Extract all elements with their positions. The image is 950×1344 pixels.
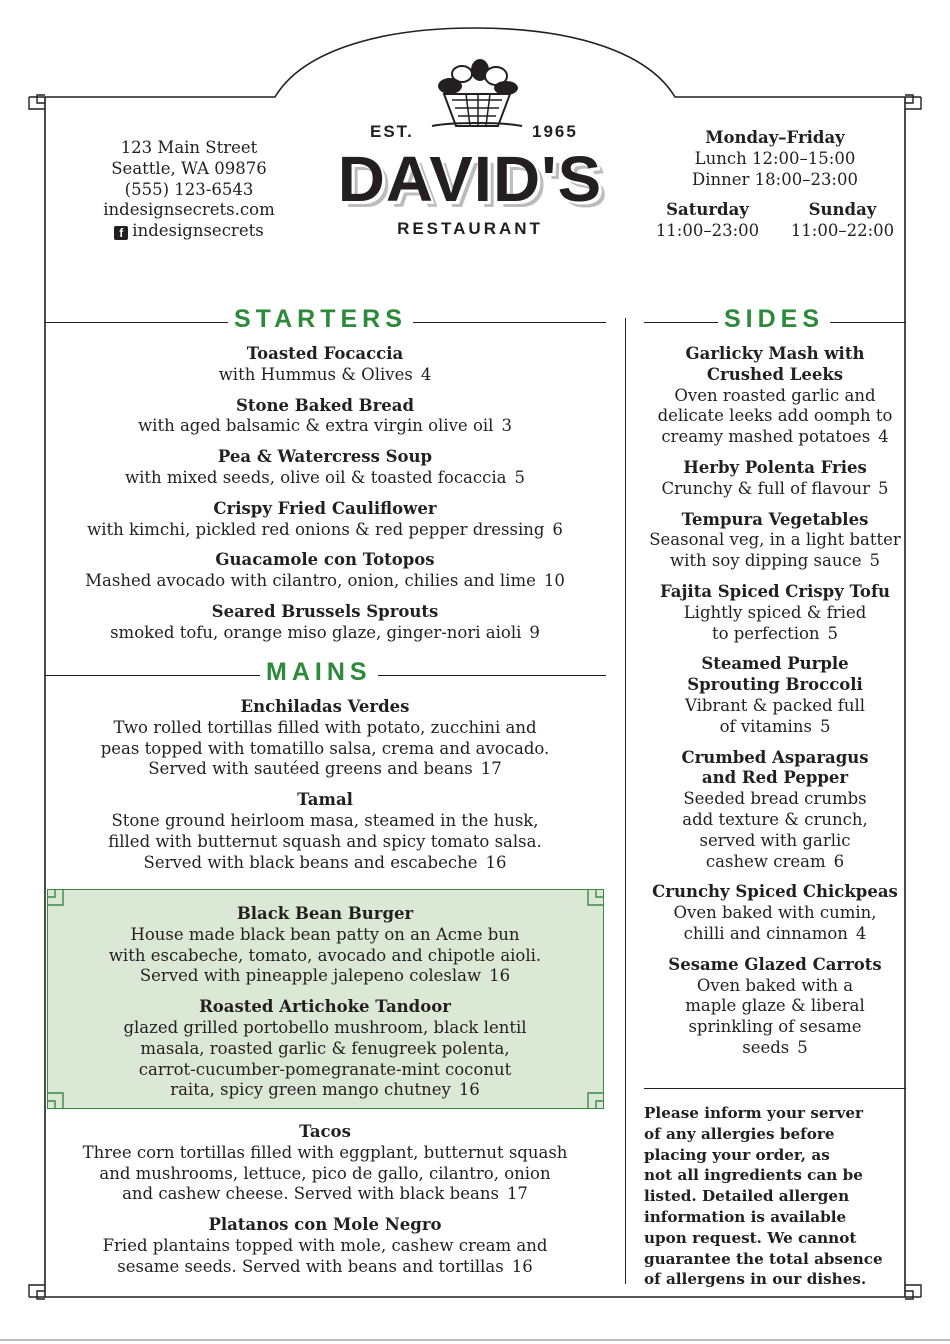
item-desc-line: with soy dipping sauce — [670, 551, 862, 571]
item-name: Herby Polenta Fries — [683, 457, 867, 477]
more-mains-list — [44, 1122, 606, 1288]
item-desc-line: filled with butternut squash and spicy tomato salsa. — [108, 831, 542, 851]
column-divider — [625, 318, 626, 1284]
allergy-line: placing your order, as — [644, 1145, 830, 1164]
item-desc-line: Served with pineapple jalepeno coleslaw — [139, 966, 482, 986]
item-desc-line: Oven baked with cumin, — [673, 903, 877, 923]
item-desc-line: and mushrooms, lettuce, pico de gallo, cilantro, onion — [99, 1163, 551, 1183]
item-name: Enchiladas Verdes — [240, 697, 410, 716]
item-desc-line: glazed grilled portobello mushroom, black lentil — [123, 1017, 527, 1037]
item-desc-line: raita, spicy green mango chutney — [170, 1080, 451, 1100]
list-item — [644, 882, 906, 944]
item-price: 16 — [458, 1080, 480, 1100]
item-desc-line: chilli and cinnamon — [683, 923, 848, 943]
sides-heading: SIDES — [718, 305, 830, 334]
allergy-line: of allergens in our dishes. — [644, 1270, 867, 1289]
item-name: Tamal — [297, 790, 353, 810]
item-name: Roasted Artichoke Tandoor — [199, 997, 451, 1017]
item-desc-line: with escabeche, tomato, avocado and chipotle aioli. — [108, 945, 542, 965]
item-name: Fajita Spiced Crispy Tofu — [659, 581, 891, 601]
item-name: Toasted Focaccia — [246, 344, 404, 363]
item-desc-line: House made black bean patty on an Acme bun — [130, 924, 520, 944]
restaurant-subtitle: RESTAURANT — [397, 219, 543, 238]
featured-mains-list — [44, 904, 606, 1111]
item-name: Sprouting Broccoli — [687, 675, 863, 695]
item-name: Crumbed Asparagus — [681, 747, 869, 767]
item-name: Black Bean Burger — [236, 904, 414, 923]
allergy-line: Please inform your server — [644, 1104, 864, 1122]
weekday-label: Monday–Friday — [705, 128, 845, 147]
item-desc-line: sesame seeds. Served with beans and tortillas — [117, 1256, 504, 1276]
sunday-label: Sunday — [808, 200, 877, 220]
item-name: Garlicky Mash with — [685, 344, 865, 363]
item-name: Guacamole con Totopos — [215, 550, 435, 570]
item-price: 9 — [529, 622, 540, 642]
list-item — [44, 447, 606, 489]
saturday-label: Saturday — [666, 200, 749, 220]
city-address: Seattle, WA 09876 — [111, 158, 267, 178]
item-desc-line: sprinkling of sesame — [688, 1017, 862, 1037]
restaurant-logo — [310, 56, 630, 246]
allergy-notice — [644, 1103, 914, 1290]
list-item — [644, 510, 906, 572]
list-item — [44, 602, 606, 644]
list-item — [44, 1215, 606, 1277]
facebook-handle: indesignsecrets — [132, 221, 264, 241]
allergy-line: upon request. We cannot — [644, 1228, 857, 1247]
dinner-hours: Dinner 18:00–23:00 — [691, 169, 858, 189]
item-name: and Red Pepper — [701, 768, 849, 788]
item-name: Stone Baked Bread — [236, 395, 414, 415]
opening-hours — [640, 128, 910, 242]
item-desc-line: served with garlic — [699, 830, 851, 850]
item-price: 16 — [511, 1256, 533, 1276]
item-price: 5 — [797, 1037, 808, 1057]
sunday-hours: 11:00–22:00 — [790, 221, 895, 241]
item-price: 5 — [819, 716, 831, 736]
list-item — [644, 748, 906, 873]
item-name: Seared Brussels Sprouts — [211, 601, 439, 621]
item-desc-line: Two rolled tortillas filled with potato, zucchini and — [113, 717, 537, 737]
allergy-line: not all ingredients can be — [644, 1166, 863, 1185]
item-desc-line: Vibrant & packed full — [684, 695, 866, 715]
item-name: Platanos con Mole Negro — [208, 1215, 442, 1235]
allergy-line: listed. Detailed allergen — [644, 1187, 850, 1206]
est-year: 1965 — [532, 122, 578, 141]
list-item — [44, 904, 606, 987]
item-price: 5 — [514, 467, 525, 487]
list-item — [644, 458, 906, 500]
website-link[interactable]: indesignsecrets.com — [103, 200, 275, 220]
mains-list — [44, 697, 606, 883]
item-desc-line: Crunchy & full of flavour — [661, 478, 871, 498]
allergy-line: guarantee the total absence — [644, 1249, 883, 1268]
starters-list — [44, 344, 606, 654]
item-desc: with mixed seeds, olive oil & toasted focaccia — [125, 467, 507, 487]
facebook-icon: f — [114, 226, 128, 240]
item-name: Sesame Glazed Carrots — [668, 954, 882, 974]
list-item — [44, 499, 606, 541]
item-desc-line: add texture & crunch, — [682, 809, 868, 829]
item-price: 6 — [552, 519, 563, 539]
item-price: 4 — [878, 427, 889, 447]
item-desc-line: Three corn tortillas filled with eggplant, butternut squash — [82, 1142, 568, 1162]
item-desc: smoked tofu, orange miso glaze, ginger-nori aioli — [110, 622, 522, 642]
item-price: 4 — [855, 923, 867, 943]
item-desc-line: Stone ground heirloom masa, steamed in the husk, — [111, 810, 539, 830]
item-desc-line: cashew cream — [705, 851, 826, 871]
allergy-line: information is available — [644, 1207, 847, 1226]
item-name: Crispy Fried Cauliflower — [213, 498, 437, 518]
list-item — [44, 997, 606, 1101]
item-name: Tempura Vegetables — [681, 509, 869, 529]
item-desc-line: Oven baked with a — [696, 975, 854, 995]
item-price: 3 — [501, 416, 512, 436]
item-desc-line: Served with sautéed greens and beans — [148, 759, 473, 779]
list-item — [44, 550, 606, 592]
list-item — [644, 582, 906, 644]
mains-heading: MAINS — [260, 658, 378, 687]
list-item — [644, 344, 906, 448]
allergy-rule — [644, 1088, 906, 1089]
item-desc-line: Lightly spiced & fried — [683, 602, 867, 622]
item-desc-line: Oven roasted garlic and — [674, 385, 876, 405]
street-address: 123 Main Street — [120, 138, 258, 157]
item-price: 6 — [833, 851, 845, 871]
item-desc-line: Seasonal veg, in a light batter — [649, 530, 901, 550]
item-desc-line: carrot-cucumber-pomegranate-mint coconut — [138, 1059, 512, 1079]
allergy-line: of any allergies before — [644, 1124, 835, 1143]
item-price: 5 — [878, 478, 889, 498]
sides-list — [644, 344, 906, 1069]
item-name: Crunchy Spiced Chickpeas — [652, 882, 898, 902]
est-label: EST. — [370, 122, 414, 141]
item-desc-line: Served with black beans and escabeche — [143, 852, 478, 872]
item-desc-line: peas topped with tomatillo salsa, crema and avocado. — [100, 738, 550, 758]
list-item — [644, 654, 906, 737]
item-desc-line: seeds — [742, 1037, 790, 1057]
list-item — [44, 396, 606, 438]
item-name: Steamed Purple — [701, 654, 849, 674]
item-desc: with kimchi, pickled red onions & red pepper dressing — [87, 519, 545, 539]
item-name: Crushed Leeks — [706, 364, 844, 384]
item-price: 10 — [543, 571, 565, 591]
item-desc-line: of vitamins — [719, 716, 812, 736]
item-price: 16 — [489, 966, 511, 986]
item-desc-line: Seeded bread crumbs — [683, 789, 867, 809]
item-desc-line: and cashew cheese. Served with black beans — [122, 1184, 499, 1204]
list-item — [44, 697, 606, 780]
item-price: 5 — [827, 623, 839, 643]
item-name: Tacos — [299, 1122, 351, 1141]
item-price: 17 — [480, 759, 502, 779]
item-price: 17 — [506, 1184, 528, 1204]
vegetable-basket-icon — [422, 56, 532, 134]
list-item — [44, 790, 606, 873]
item-price: 16 — [485, 852, 507, 872]
item-desc-line: delicate leeks add oomph to — [657, 406, 893, 426]
item-desc: Mashed avocado with cilantro, onion, chilies and lime — [85, 571, 536, 591]
item-desc: with Hummus & Olives — [218, 364, 413, 384]
item-price: 4 — [420, 364, 432, 384]
contact-block — [64, 138, 314, 242]
restaurant-name: DAVID'S — [337, 143, 603, 215]
list-item — [644, 955, 906, 1059]
list-item — [44, 1122, 606, 1205]
item-desc: with aged balsamic & extra virgin olive oil — [138, 416, 494, 436]
item-desc-line: Fried plantains topped with mole, cashew cream and — [102, 1235, 548, 1255]
item-price: 5 — [869, 551, 880, 571]
list-item — [44, 344, 606, 386]
item-desc-line: masala, roasted garlic & fenugreek polenta, — [140, 1038, 510, 1058]
saturday-hours: 11:00–23:00 — [655, 221, 760, 241]
phone-number[interactable]: (555) 123-6543 — [124, 179, 254, 199]
item-desc-line: to perfection — [711, 623, 820, 643]
item-name: Pea & Watercress Soup — [217, 447, 433, 467]
item-desc-line: maple glaze & liberal — [685, 996, 865, 1016]
facebook-link[interactable] — [64, 221, 314, 242]
lunch-hours: Lunch 12:00–15:00 — [694, 148, 856, 168]
item-desc-line: creamy mashed potatoes — [661, 427, 871, 447]
starters-heading: STARTERS — [228, 305, 413, 334]
